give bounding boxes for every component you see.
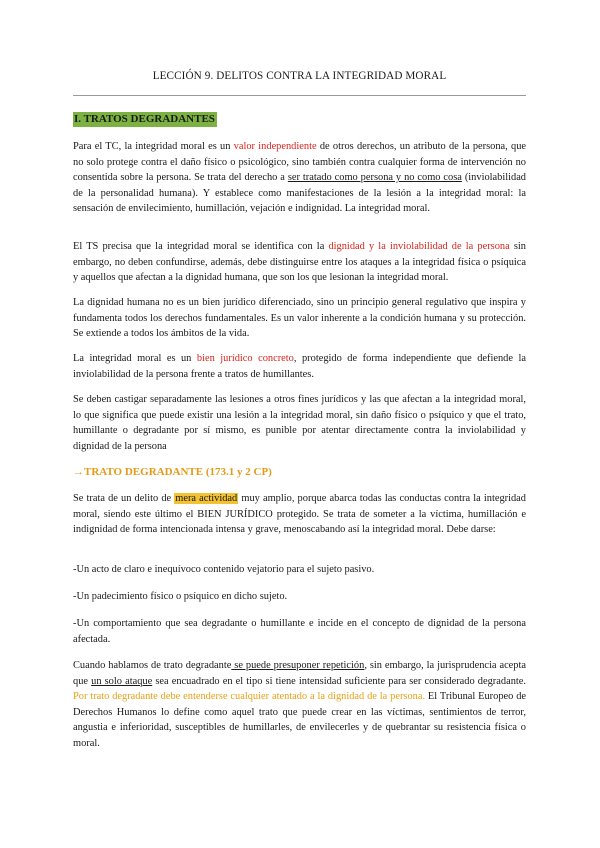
paragraph-5: Se deben castigar separadamente las lesiones a otros fines jurídicos y las que afectan a la integridad moral, lo que significa que puede existir una lesión a la integridad moral, sin daño físico o psíquico y que el trato, humillante o degradante por sí mismo, es punible por atentar directamente contra la inviolabilidad y dignidad de la persona xyxy=(73,394,526,452)
paragraph-7 xyxy=(73,658,526,752)
text-span: sea encuadrado en el tipo si tiene intensidad suficiente para ser considerado degradante. xyxy=(152,675,526,687)
orange-emphasis: Por trato degradante debe entenderse cualquier atentado a la dignidad de la persona. xyxy=(73,691,426,703)
text-span: (inviolabilidad de la personalidad humana). Y establece como manifestaciones de la lesión a la integridad moral: la sensación de envilecimiento, humillación, vejación e indignidad. La integridad moral. xyxy=(73,172,527,215)
highlighted-text: mera actividad xyxy=(175,493,238,504)
text-span: Se trata de un delito de xyxy=(73,493,175,504)
text-span: El TS precisa que la integridad moral se identifica con la xyxy=(73,241,329,252)
underlined-text: un solo ataque xyxy=(91,675,153,687)
paragraph-4 xyxy=(73,351,526,382)
page-title: LECCIÓN 9. DELITOS CONTRA LA INTEGRIDAD MORAL xyxy=(152,70,447,82)
underlined-text: ser tratado como persona y no como cosa xyxy=(287,172,462,184)
underlined-text: se puede presuponer repetición xyxy=(231,660,365,671)
text-span: de otros derechos, un atributo de la persona, que no solo protege contra el daño físico o psicológico, sino también contra cualquier forma de intervención no consentida sobre la persona. Se trata del derecho a xyxy=(73,141,526,184)
text-span: muy amplio, porque abarca todas las conductas contra la integridad moral, siendo este último el BIEN JURÍDICO protegido. Se trata de someter a la víctima, humillación e indignidad de forma intencionada intensa y grave, menoscabando así la integridad moral. Debe darse: xyxy=(73,493,526,536)
paragraph-1 xyxy=(73,139,526,217)
text-span: , sin embargo, la jurisprudencia acepta que xyxy=(73,660,526,687)
text-span: El Tribunal Europeo de Derechos Humanos lo define como aquel trato que puede crear en las víctimas, sentimientos de terror, angustia e inferioridad, susceptibles de humillarles, de envilecerles y de quebrantar su resistencia física o moral. xyxy=(73,691,527,749)
list-item-1: -Un acto de claro e inequívoco contenido vejatorio para el sujeto pasivo. xyxy=(73,564,375,575)
red-emphasis: dignidad y la inviolabilidad de la persona xyxy=(328,241,510,252)
paragraph-6 xyxy=(73,491,526,538)
title-divider xyxy=(73,95,526,96)
text-span: , protegido de forma independiente que defiende la inviolabilidad de la persona frente a tratos de humillantes. xyxy=(73,353,526,380)
red-emphasis: valor independiente xyxy=(233,141,317,152)
text-span: sin embargo, no deben confundirse, además, debe distinguirse entre los ataques a la integridad física o psíquica y aquellos que afectan a la dignidad humana, que son los que lesionan la integridad moral. xyxy=(73,241,526,284)
text-span: Para el TC, la integridad moral es un xyxy=(73,141,234,152)
text-span: Cuando hablamos de trato degradante xyxy=(73,660,232,671)
red-emphasis: bien jurídico concreto xyxy=(196,353,294,364)
section-heading-tratos-degradantes: I. TRATOS DEGRADANTES xyxy=(74,113,215,125)
list-item-2: -Un padecimiento físico o psíquico en dicho sujeto. xyxy=(73,591,288,602)
list-item-3: -Un comportamiento que sea degradante o humillante e incide en el concepto de dignidad de la persona afectada. xyxy=(73,618,526,645)
section-heading-trato-degradante: →TRATO DEGRADANTE (173.1 y 2 CP) xyxy=(73,466,272,478)
paragraph-3: La dignidad humana no es un bien jurídico diferenciado, sino un principio general regulativo que inspira y fundamenta todos los derechos fundamentales. Es un valor inherente a la condición humana y su protección. Se extiende a todos los ámbitos de la vida. xyxy=(73,297,526,340)
text-span: La integridad moral es un xyxy=(73,353,197,364)
paragraph-2 xyxy=(73,239,526,286)
